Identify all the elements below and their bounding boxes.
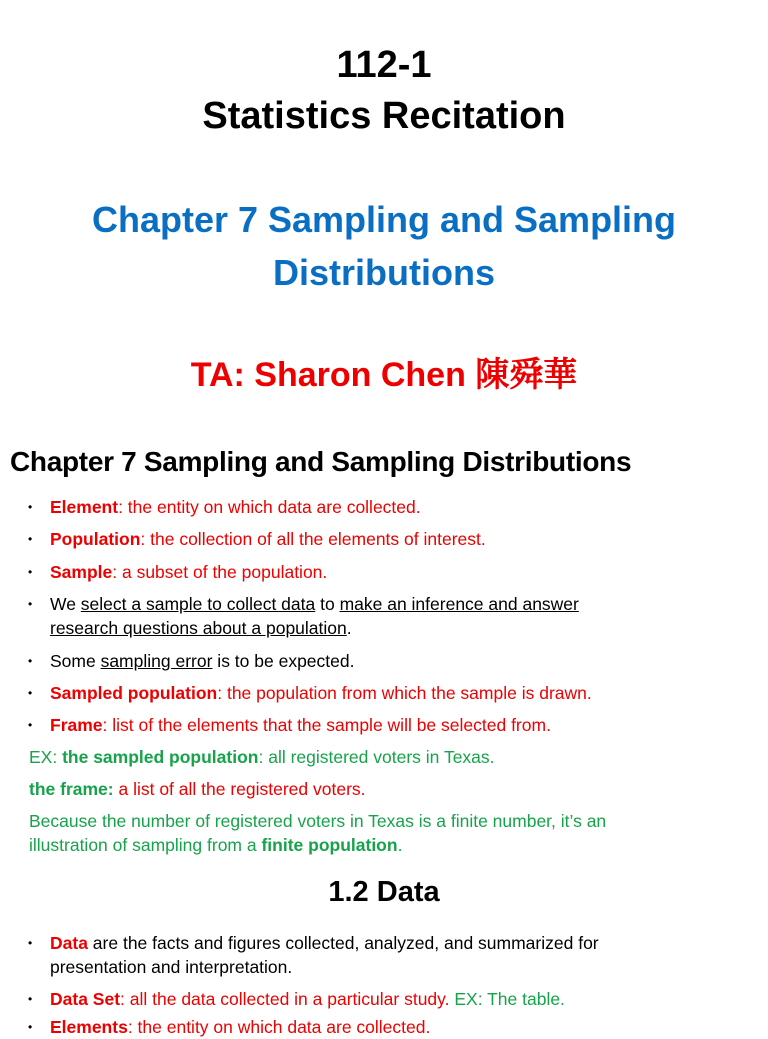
data-section-heading: 1.2 Data xyxy=(328,876,440,908)
ta-name: TA: Sharon Chen 陳舜華 xyxy=(190,356,578,394)
bullet-population: • Population: the collection of all the elements of interest. xyxy=(28,529,486,549)
bullet-elements: • Elements: the entity on which data are collected. xyxy=(28,1017,431,1037)
bullet-dot: • xyxy=(28,936,33,950)
bullet-sample: • Sample: a subset of the population. xyxy=(28,562,328,582)
course-code: 112-1 xyxy=(336,44,432,86)
bullet-dot: • xyxy=(28,597,33,611)
bullet-data: • Data are the facts and figures collected, analyzed, and summarized for presentation and interpretation. xyxy=(28,933,599,977)
bullet-sampled-population: • Sampled population: the population from which the sample is drawn. xyxy=(28,683,592,703)
section-heading: Chapter 7 Sampling and Sampling Distributions xyxy=(10,446,632,477)
bullet-select-sample: • We select a sample to collect data to make an inference and answer research questions about a population. xyxy=(28,594,579,638)
bullet-sampling-error: • Some sampling error is to be expected. xyxy=(28,651,355,671)
bullet-dot: • xyxy=(28,686,33,700)
bullet-dot: • xyxy=(28,565,33,579)
bullet-element: • Element: the entity on which data are collected. xyxy=(28,497,421,517)
term: Population xyxy=(50,529,141,549)
term: Element xyxy=(50,497,119,517)
bullet-dot: • xyxy=(28,654,33,668)
bullet-frame: • Frame: list of the elements that the sample will be selected from. xyxy=(28,715,551,735)
bullet-dot: • xyxy=(28,718,33,732)
bullet-data-set: • Data Set: all the data collected in a particular study. EX: The table. xyxy=(28,989,565,1009)
bullet-dot: • xyxy=(28,532,33,546)
example-line: EX: the sampled population: all registered voters in Texas. xyxy=(29,747,495,767)
chapter-title-line2: Distributions xyxy=(273,252,495,293)
term: Sample xyxy=(50,562,113,582)
chapter-title-line1: Chapter 7 Sampling and Sampling xyxy=(91,199,677,240)
term: Frame xyxy=(50,715,103,735)
term: Sampled population xyxy=(50,683,218,703)
bullet-dot: • xyxy=(28,992,33,1006)
bullet-dot: • xyxy=(28,1020,33,1034)
frame-example-line: the frame: a list of all the registered voters. xyxy=(29,779,366,799)
term: Data Set xyxy=(50,989,121,1009)
term: Data xyxy=(50,933,88,953)
finite-population-paragraph: Because the number of registered voters in Texas is a finite number, it’s an illustration of sampling from a finite population. xyxy=(29,811,607,855)
term: Elements xyxy=(50,1017,128,1037)
course-title: Statistics Recitation xyxy=(202,95,566,137)
bullet-dot: • xyxy=(28,500,33,514)
